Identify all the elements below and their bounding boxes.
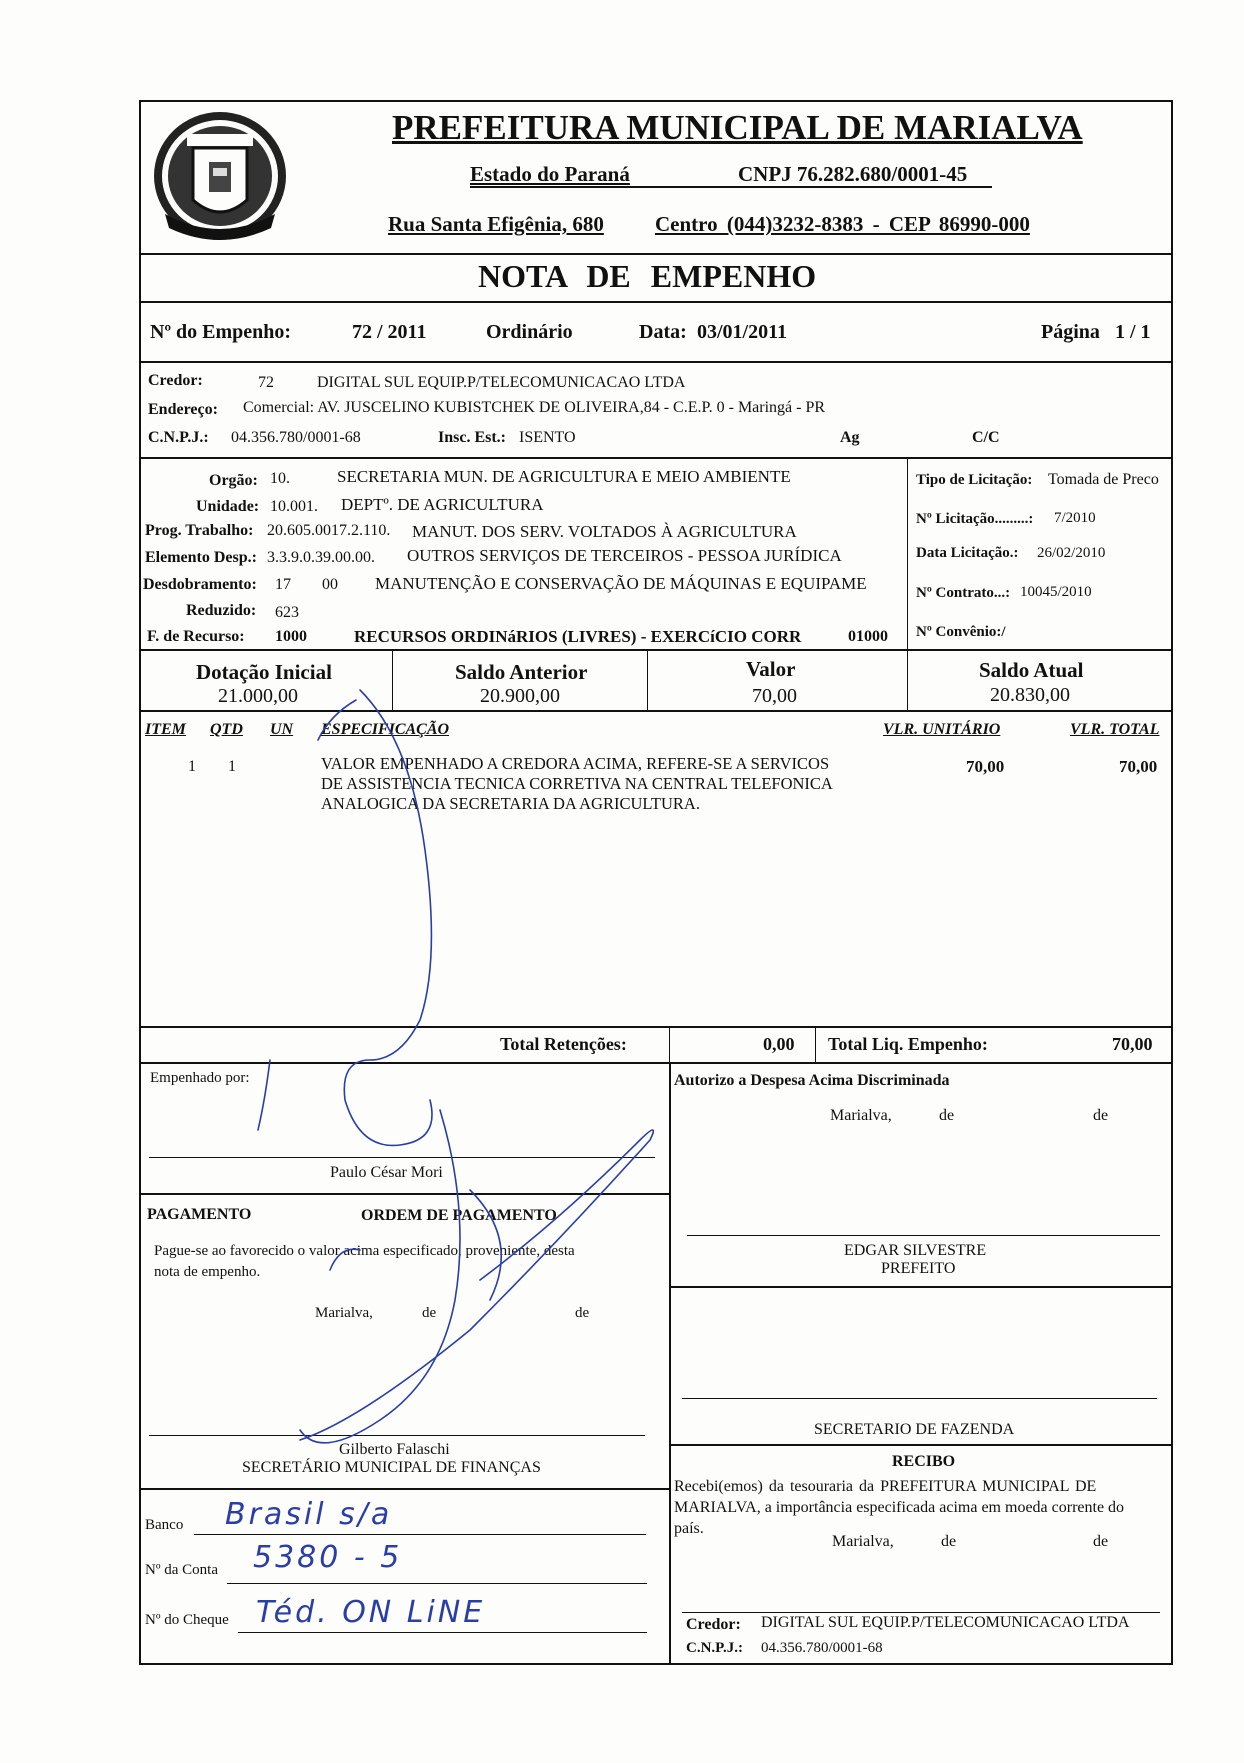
total-retencoes-label: Total Retenções: <box>500 1034 627 1054</box>
saldo-anterior-value: 20.900,00 <box>480 685 560 707</box>
conta-label: Nº da Conta <box>145 1562 218 1578</box>
divider <box>669 1026 670 1062</box>
items-header-vlr-unitario: VLR. UNITÁRIO <box>883 721 1001 738</box>
signature-line <box>149 1157 655 1158</box>
recibo-credor-label: Credor: <box>686 1616 741 1633</box>
item-description-line: ANALOGICA DA SECRETARIA DA AGRICULTURA. <box>321 794 700 813</box>
prog-label: Prog. Trabalho: <box>145 522 254 539</box>
divider <box>139 1488 671 1490</box>
orgao-label: Orgão: <box>209 472 258 489</box>
document-title: NOTA DE EMPENHO <box>478 258 817 294</box>
cheque-line <box>238 1632 647 1633</box>
empenho-date-label: Data: <box>639 321 687 343</box>
fonte-number: 01000 <box>848 628 888 645</box>
divider <box>669 1062 671 1663</box>
autorizo-label: Autorizo a Despesa Acima Discriminada <box>674 1072 950 1089</box>
tipo-licitacao-label: Tipo de Licitação: <box>916 472 1033 488</box>
saldo-anterior-label: Saldo Anterior <box>455 660 588 684</box>
credor-cnpj: 04.356.780/0001-68 <box>231 429 361 446</box>
autorizo-de-2: de <box>1093 1107 1109 1124</box>
divider <box>139 301 1171 303</box>
state-label: Estado do Paraná <box>470 162 630 186</box>
divider <box>907 649 908 710</box>
items-header-un: UN <box>270 721 294 738</box>
items-header-vlr-total: VLR. TOTAL <box>1070 721 1160 738</box>
divider <box>139 710 1171 712</box>
empenho-number: 72 / 2011 <box>352 321 427 343</box>
credor-address: Comercial: AV. JUSCELINO KUBISTCHEK DE OLIVEIRA,84 - C.E.P. 0 - Maringá - PR <box>243 399 826 416</box>
contrato-label: Nº Contrato...: <box>916 585 1011 601</box>
insc-value: ISENTO <box>519 429 576 446</box>
reduzido-label: Reduzido: <box>186 602 257 619</box>
divider <box>139 361 1171 363</box>
ordem-pagamento-label: ORDEM DE PAGAMENTO <box>361 1207 557 1224</box>
pagamento-de-2: de <box>575 1305 590 1321</box>
divider <box>139 253 1171 255</box>
item-number: 1 <box>188 758 196 775</box>
recibo-city: Marialva, <box>832 1533 894 1550</box>
fazenda-role: SECRETARIO DE FAZENDA <box>814 1421 1015 1438</box>
municipal-seal <box>147 104 293 252</box>
empenhado-label: Empenhado por: <box>150 1070 250 1086</box>
elemento-name: OUTROS SERVIÇOS DE TERCEIROS - PESSOA JURÍDICA <box>407 546 842 565</box>
signature-line <box>682 1612 1160 1613</box>
prefeito-role: PREFEITO <box>881 1260 956 1277</box>
item-vlr-total: 70,00 <box>1119 757 1158 776</box>
empenho-number-label: Nº do Empenho: <box>150 321 292 343</box>
autorizo-city: Marialva, <box>830 1107 892 1124</box>
recibo-credor: DIGITAL SUL EQUIP.P/TELECOMUNICACAO LTDA <box>761 1614 1130 1631</box>
cheque-value: Téd. ON LiNE <box>256 1595 486 1630</box>
elemento-label: Elemento Desp.: <box>145 549 257 566</box>
item-description-line: DE ASSISTENCIA TECNICA CORRETIVA NA CENTRAL TELEFONICA <box>321 774 833 793</box>
pagamento-de-1: de <box>422 1305 437 1321</box>
valor-label: Valor <box>746 657 796 681</box>
item-vlr-unitario: 70,00 <box>966 757 1005 776</box>
signature-line <box>687 1235 1160 1236</box>
address-field-label: Endereço: <box>148 401 218 418</box>
insc-label: Insc. Est.: <box>438 429 507 446</box>
pagamento-city: Marialva, <box>315 1305 373 1321</box>
total-liquido: 70,00 <box>1112 1034 1153 1054</box>
cnpj-field-label: C.N.P.J.: <box>148 429 209 446</box>
address-label: Rua Santa Efigênia, 680 <box>388 212 604 236</box>
autorizo-de-1: de <box>939 1107 955 1124</box>
pagamento-label: PAGAMENTO <box>147 1206 252 1223</box>
data-licitacao: 26/02/2010 <box>1037 545 1106 561</box>
finance-secretary-name: Gilberto Falaschi <box>339 1441 450 1458</box>
orgao-code: 10. <box>270 470 290 487</box>
pagamento-text-1: Pague-se ao favorecido o valor acima especificado, proveniente, desta <box>154 1243 575 1259</box>
banco-label: Banco <box>145 1517 184 1533</box>
recibo-label: RECIBO <box>892 1453 956 1470</box>
saldo-atual-label: Saldo Atual <box>979 658 1084 682</box>
signature-line <box>149 1435 645 1436</box>
credor-code: 72 <box>258 374 274 391</box>
licitacao-num: 7/2010 <box>1054 510 1096 526</box>
page-title: PREFEITURA MUNICIPAL DE MARIALVA <box>392 108 1083 147</box>
divider <box>139 1062 1171 1064</box>
divider <box>815 1026 816 1062</box>
banco-line <box>194 1534 646 1535</box>
items-header-qtd: QTD <box>210 721 243 738</box>
reduzido-code: 623 <box>275 604 299 621</box>
banco-value: Brasil s/a <box>225 1497 393 1532</box>
contrato-value: 10045/2010 <box>1020 584 1092 600</box>
contact-label: Centro (044)3232-8383 - CEP 86990-000 <box>655 212 1030 236</box>
divider <box>139 1026 1171 1028</box>
recibo-text-3: país. <box>674 1520 704 1537</box>
total-liquido-label: Total Liq. Empenho: <box>828 1034 988 1054</box>
page-label: Página <box>1041 321 1100 343</box>
empenho-type: Ordinário <box>486 321 573 343</box>
divider <box>139 457 1171 459</box>
desdobramento-code2: 00 <box>322 576 338 593</box>
unidade-name: DEPTº. DE AGRICULTURA <box>341 495 544 514</box>
cnpj-label: CNPJ 76.282.680/0001-45 <box>738 162 968 186</box>
pagamento-text-2: nota de empenho. <box>154 1264 261 1280</box>
divider <box>669 1286 1171 1288</box>
unidade-label: Unidade: <box>196 498 260 515</box>
divider <box>907 457 908 649</box>
fonte-code: 1000 <box>275 628 307 645</box>
convenio-label: Nº Convênio:/ <box>916 624 1006 640</box>
dotacao-label: Dotação Inicial <box>196 660 332 684</box>
empenho-date: 03/01/2011 <box>697 321 788 343</box>
page-number: 1 / 1 <box>1115 321 1151 343</box>
desdobramento-code1: 17 <box>275 576 291 593</box>
divider <box>392 649 393 710</box>
recibo-de-1: de <box>941 1533 957 1550</box>
elemento-code: 3.3.9.0.39.00.00. <box>267 549 375 566</box>
recibo-text-2: MARIALVA, a importância especificada acima em moeda corrente do <box>674 1499 1125 1516</box>
tipo-licitacao: Tomada de Preco <box>1048 471 1159 488</box>
fonte-label: F. de Recurso: <box>147 628 245 645</box>
dotacao-value: 21.000,00 <box>218 685 298 707</box>
prog-code: 20.605.0017.2.110. <box>267 522 391 539</box>
empenhado-name: Paulo César Mori <box>330 1164 443 1181</box>
saldo-atual-value: 20.830,00 <box>990 684 1070 706</box>
divider <box>139 1193 671 1195</box>
credor-name: DIGITAL SUL EQUIP.P/TELECOMUNICACAO LTDA <box>317 374 686 391</box>
item-qtd: 1 <box>228 758 236 775</box>
divider <box>139 649 1171 651</box>
divider <box>647 649 648 710</box>
valor-value: 70,00 <box>752 685 797 707</box>
desdobramento-label: Desdobramento: <box>143 576 257 593</box>
item-description-line: VALOR EMPENHADO A CREDORA ACIMA, REFERE-SE A SERVICOS <box>321 754 830 773</box>
total-retencoes: 0,00 <box>763 1034 795 1054</box>
prefeito-name: EDGAR SILVESTRE <box>844 1242 987 1259</box>
items-header-item: ITEM <box>145 721 186 738</box>
orgao-name: SECRETARIA MUN. DE AGRICULTURA E MEIO AMBIENTE <box>337 467 791 486</box>
recibo-cnpj-label: C.N.P.J.: <box>686 1640 743 1656</box>
credor-label: Credor: <box>148 372 203 389</box>
ag-label: Ag <box>840 429 860 446</box>
recibo-cnpj: 04.356.780/0001-68 <box>761 1640 883 1656</box>
cc-label: C/C <box>972 429 1000 446</box>
recibo-de-2: de <box>1093 1533 1109 1550</box>
finance-secretary-role: SECRETÁRIO MUNICIPAL DE FINANÇAS <box>242 1459 541 1476</box>
prog-name: MANUT. DOS SERV. VOLTADOS À AGRICULTURA <box>412 522 797 541</box>
licitacao-num-label: Nº Licitação.........: <box>916 511 1034 527</box>
signature-line <box>682 1398 1157 1399</box>
recibo-text-1: Recebi(emos) da tesouraria da PREFEITURA MUNICIPAL DE <box>674 1478 1097 1495</box>
fonte-name: RECURSOS ORDINáRIOS (LIVRES) - EXERCíCIO CORR <box>354 627 802 646</box>
conta-value: 5380 - 5 <box>253 1540 403 1575</box>
data-licitacao-label: Data Licitação.: <box>916 545 1019 561</box>
conta-line <box>227 1583 647 1584</box>
items-header-especificacao: ESPECIFICAÇÃO <box>321 721 450 738</box>
unidade-code: 10.001. <box>270 498 318 515</box>
desdobramento-name: MANUTENÇÃO E CONSERVAÇÃO DE MÁQUINAS E EQUIPAME <box>375 574 867 593</box>
cheque-label: Nº do Cheque <box>145 1612 229 1628</box>
divider <box>669 1444 1171 1446</box>
